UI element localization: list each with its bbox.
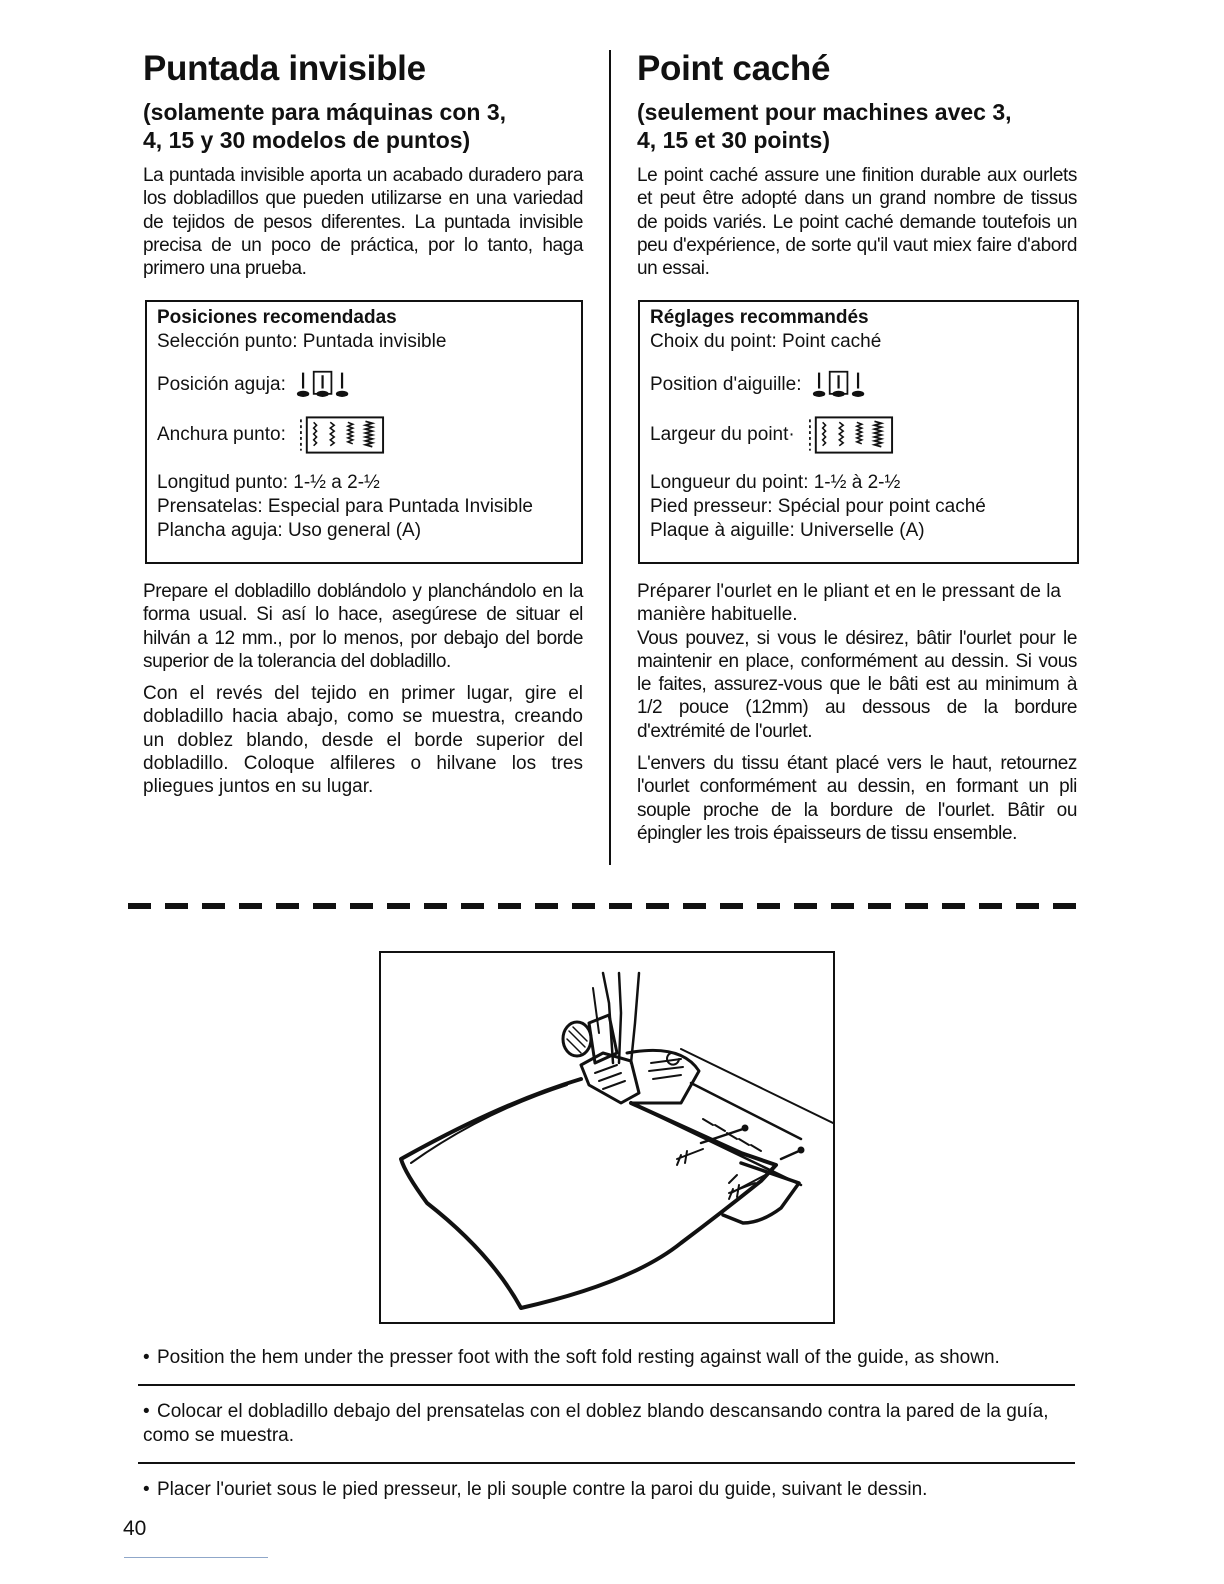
french-needle-label: Position d'aiguille: — [650, 374, 802, 395]
french-presser-foot: Pied presseur: Spécial pour point caché — [650, 496, 986, 517]
french-needle-plate: Plaque à aiguille: Universelle (A) — [650, 520, 925, 541]
french-paragraph-2: Vous pouvez, si vous le désirez, bâtir l'ourlet pour le maintenir en place, conformément au dessin. Si vous le faites, assurez-vous que le bâti est au minimum à 1/2 pouce (12mm) au dessous de la bordure d'extrémité de l'ourlet. — [637, 627, 1077, 742]
bullet-dot: • — [143, 1401, 150, 1422]
french-body — [637, 580, 1077, 845]
page-number: 40 — [123, 1517, 147, 1540]
instruction-spanish-text: Colocar el dobladillo debajo del prensatelas con el doblez blando descansando contra la pared de la guía, como se muestra. — [143, 1401, 1049, 1446]
french-settings-title: Réglages recommandés — [650, 307, 869, 328]
instruction-english-text: Position the hem under the presser foot with the soft fold resting against wall of the guide, as shown. — [157, 1347, 1000, 1368]
french-paragraph-1: Préparer l'ourlet en le pliant et en le pressant de la manière habituelle. — [637, 581, 1061, 626]
spanish-settings-box — [145, 300, 583, 564]
french-stitch-length: Longueur du point: 1-½ à 2-½ — [650, 472, 901, 493]
instruction-english — [143, 1346, 1083, 1370]
spanish-needle-label: Posición aguja: — [157, 374, 286, 395]
spanish-stitch-length: Longitud punto: 1-½ a 2-½ — [157, 472, 380, 493]
spanish-settings-title: Posiciones recomendadas — [157, 307, 397, 328]
french-stitch-selection: Choix du point: Point caché — [650, 331, 882, 352]
spanish-paragraph-1: Prepare el dobladillo doblándolo y planchándolo en la forma usual. Si así lo hace, asegúrese de situar el hilván a 12 mm., por lo menos, por debajo del borde superior de la tolerancia del dobladillo. — [143, 581, 583, 672]
dashed-separator — [128, 903, 1088, 909]
page-bottom-rule — [124, 1557, 268, 1558]
spanish-stitch-selection: Selección punto: Puntada invisible — [157, 331, 447, 352]
french-column — [637, 50, 1077, 280]
presser-foot-hem-illustration — [381, 953, 833, 1322]
stitch-width-icon — [298, 415, 386, 455]
french-paragraph-3: L'envers du tissu étant placé vers le haut, retournez l'ourlet conformément au dessin, en formant un pli souple proche de la bordure de l'ourlet. Bâtir ou épingler les trois épaisseurs de tissu ensemble. — [637, 753, 1077, 844]
french-intro: Le point caché assure une finition durable aux ourlets et peut être adopté dans un grand nombre de tissus de poids variés. Le point caché demande toutefois un peu d'expérience, de sorte qu'il vaut miex faire d'abord un essai. — [637, 165, 1077, 280]
needle-position-icon — [296, 369, 358, 401]
spanish-presser-foot: Prensatelas: Especial para Puntada Invisible — [157, 496, 534, 517]
spanish-subtitle: (solamente para máquinas con 3, 4, 15 y 30 modelos de puntos) — [143, 99, 507, 153]
french-subtitle: (seulement pour machines avec 3, 4, 15 et 30 points) — [637, 99, 1012, 153]
illustration-frame — [379, 951, 835, 1324]
spanish-column — [143, 50, 583, 280]
instruction-spanish — [143, 1400, 1083, 1448]
instruction-french — [143, 1478, 1083, 1502]
spanish-paragraph-2: Con el revés del tejido en primer lugar, gire el dobladillo hacia abajo, como se muestra, creando un doblez blando, desde el borde superior del dobladillo. Coloque alfileres o hilvane los tres pliegues juntos en su lugar. — [143, 683, 583, 798]
column-divider — [609, 50, 611, 865]
bullet-dot: • — [143, 1347, 150, 1368]
french-width-label: Largeur du point· — [650, 424, 795, 445]
spanish-width-label: Anchura punto: — [157, 424, 286, 445]
spanish-needle-plate: Plancha aguja: Uso general (A) — [157, 520, 422, 541]
instruction-french-text: Placer l'ouriet sous le pied presseur, le pli souple contre la paroi du guide, suivant le dessin. — [157, 1479, 928, 1500]
instruction-divider-2 — [138, 1462, 1075, 1464]
spanish-body — [143, 580, 583, 799]
spanish-intro: La puntada invisible aporta un acabado duradero para los dobladillos que pueden utilizarse en una variedad de tejidos de pesos diferentes. La puntada invisible precisa de un poco de práctica, por lo tanto, haga primero una prueba. — [143, 165, 583, 280]
needle-position-icon — [812, 369, 874, 401]
stitch-width-icon — [807, 415, 895, 455]
french-settings-box — [638, 300, 1079, 564]
bullet-dot: • — [143, 1479, 150, 1500]
french-title: Point caché — [637, 49, 831, 88]
instruction-divider-1 — [138, 1384, 1075, 1386]
spanish-title: Puntada invisible — [143, 49, 426, 88]
